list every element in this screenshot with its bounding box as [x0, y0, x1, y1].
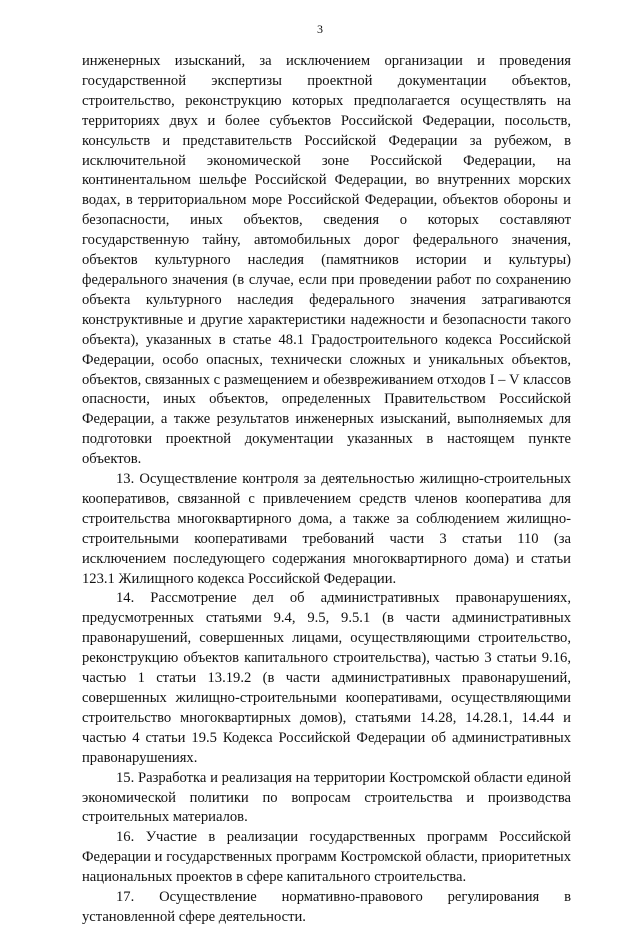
paragraph-item-17: 17. Осуществление нормативно-правового регулирования в установленной сфере деятельности.	[82, 889, 571, 925]
paragraph-item-14: 14. Рассмотрение дел об административных правонарушениях, предусмотренных статьями 9.4, 9.5, 9.5.1 (в части административных правонарушений, совершенных лицами, осуществляющими строительство, реконструкцию объектов капитального строительства), частью 3 статьи 9.16, частью 1 статьи 13.19.2 (в части административных правонарушений, совершенных жилищно-строительными кооперативами, осуществляющими строительство многоквартирных домов), статьями 14.28, 14.28.1, 14.44 и частью 4 статьи 19.5 Кодекса Российской Федерации об административных правонарушениях.	[82, 590, 571, 766]
document-body	[82, 52, 571, 928]
paragraph-item-15: 15. Разработка и реализация на территории Костромской области единой экономической политики по вопросам строительства и производства строительных материалов.	[82, 769, 571, 826]
paragraph-continuation: инженерных изысканий, за исключением организации и проведения государственной экспертизы проектной документации объектов, строительство, реконструкцию которых предполагается осуществлять на территориях двух и более субъектов Российской Федерации, посольств, консульств и представительств Российской Федерации за рубежом, в исключительной экономической зоне Российской Федерации, на континентальном шельфе Российской Федерации, во внутренних морских водах, в территориальном море Российской Федерации, объектов обороны и безопасности, иных объектов, сведения о которых составляют государственную тайну, автомобильных дорог федерального значения, объектов культурного наследия (памятников истории и культуры) федерального значения (в случае, если при проведении работ по сохранению объекта культурного наследия федерального значения затрагиваются конструктивные и другие характеристики надежности и безопасности такого объекта), указанных в статье 48.1 Градостроительного кодекса Российской Федерации, особо опасных, технически сложных и уникальных объектов, объектов, связанных с размещением и обезвреживанием отходов I – V классов опасности, иных объектов, определенных Правительством Российской Федерации, а также результатов инженерных изысканий, выполняемых для подготовки проектной документации указанных в настоящем пункте объектов.	[82, 53, 571, 468]
paragraph-item-16: 16. Участие в реализации государственных программ Российской Федерации и государственных программ Костромской области, приоритетных национальных проектов в сфере капитального строительства.	[82, 829, 571, 886]
paragraph-item-13: 13. Осуществление контроля за деятельностью жилищно-строительных кооперативов, связанной с привлечением средств членов кооператива для строительства многоквартирного дома, а также за соблюдением жилищно-строительными кооперативами требований части 3 статьи 110 (за исключением последующего содержания многоквартирного дома) и статьи 123.1 Жилищного кодекса Российской Федерации.	[82, 471, 571, 587]
page-number: 3	[317, 22, 323, 36]
